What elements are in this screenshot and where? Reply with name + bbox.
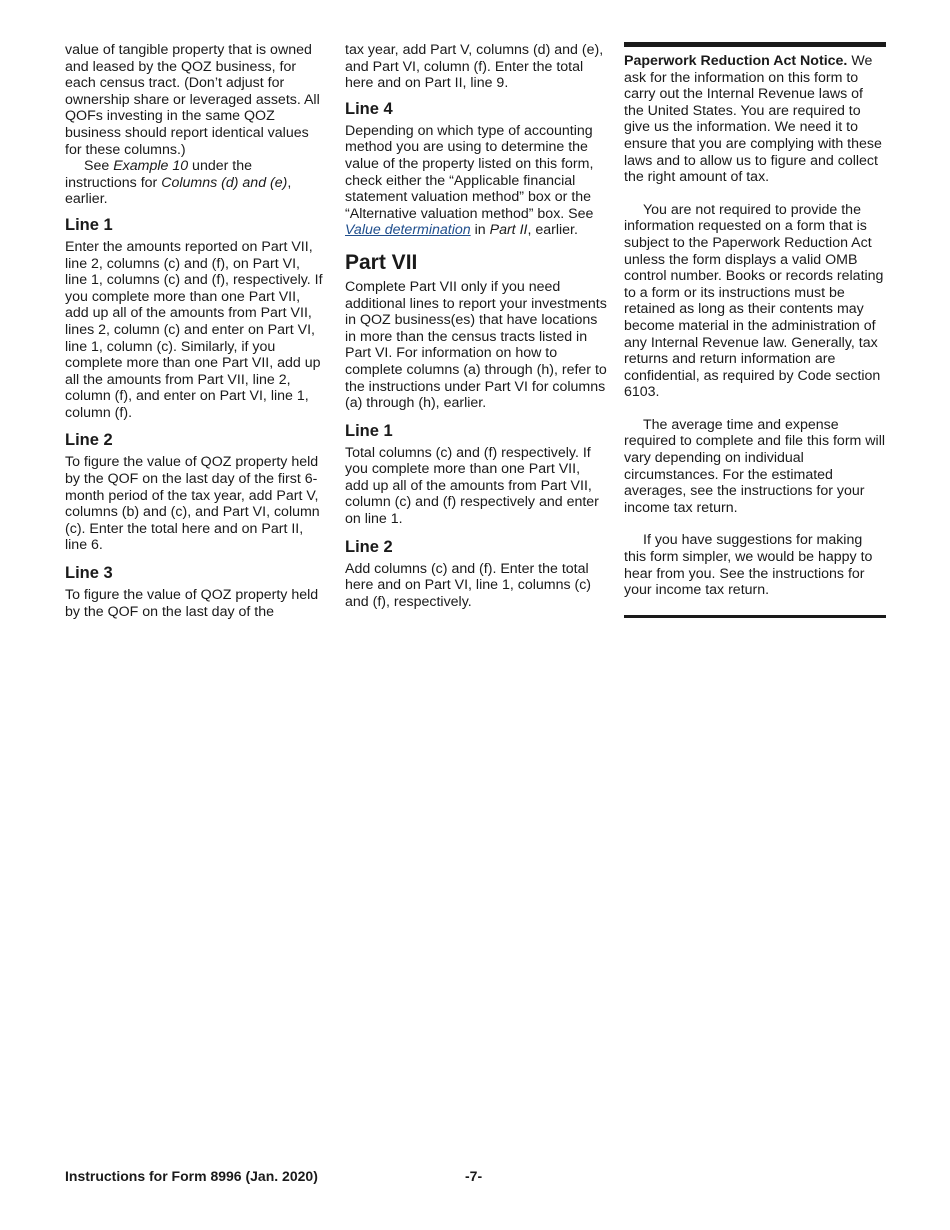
notice-paragraph-3: The average time and expense required to complete and file this form will vary depending on individual circumstances. For the estimated averages, see the instructions for your income tax return. — [624, 416, 886, 516]
line3-heading: Line 3 — [65, 564, 113, 583]
footer-title: Instructions for Form 8996 (Jan. 2020) — [65, 1168, 318, 1184]
part7-line2-heading: Line 2 — [345, 537, 393, 556]
part7-line2-paragraph: Add columns (c) and (f). Enter the total here and on Part VI, line 1, columns (c) and (f), respectively. — [345, 560, 592, 610]
example-reference: Example 10 — [113, 158, 189, 175]
column-right — [624, 42, 886, 618]
columns-reference: Columns (d) and (e) — [161, 174, 288, 191]
notice-paragraph-2: You are not required to provide the information requested on a form that is subject to the Paperwork Reduction Act unless the form displays a valid OMB control number. Books or records relating to a form or its instructions must be retained as long as their contents may become material in the administration of any Internal Revenue law. Generally, tax returns and return information are confidential, as required by Code section 6103. — [624, 201, 884, 401]
part7-line1-paragraph: Total columns (c) and (f) respectively. If you complete more than one Part VII, add up all of the amounts from Part VII, column (c) and (f) respectively and enter on line 1. — [345, 444, 599, 528]
line3-continuation: tax year, add Part V, columns (d) and (e), and Part VI, column (f). Enter the total here and on Part II, line 9. — [345, 42, 604, 92]
paperwork-notice-box — [624, 42, 886, 618]
line2-heading: Line 2 — [65, 431, 113, 450]
notice-title: Paperwork Reduction Act Notice. — [624, 53, 848, 69]
value-determination-link[interactable]: Value determination — [345, 222, 471, 239]
part7-paragraph: Complete Part VII only if you need additional lines to report your investments in QOZ business(es) that have locations in more than the census tracts listed in Part VI. For information on how to complete columns (a) through (h), refer to the instructions under Part VI for columns (a) through (h), earlier. — [345, 278, 607, 412]
column-middle — [345, 42, 607, 610]
part7-line1-heading: Line 1 — [345, 421, 393, 440]
line1-heading: Line 1 — [65, 215, 113, 234]
intro-paragraph: value of tangible property that is owned and leased by the QOZ business, for each census tract. (Don’t adjust for ownership share or leveraged assets. All QOFs investing in the same QOZ business should report identical values for these columns.) — [65, 42, 320, 158]
line4-heading: Line 4 — [345, 99, 393, 118]
see-example-paragraph: See Example 10 under the instructions for Columns (d) and (e), earlier. — [65, 158, 292, 208]
line2-paragraph: To figure the value of QOZ property held by the QOF on the last day of the first 6-month period of the tax year, add Part V, columns (b) and (c), and Part VI, column (c). Enter the total here and on Part II, line 6. — [65, 454, 320, 554]
part2-reference: Part II — [489, 222, 528, 239]
page-number: -7- — [465, 1168, 483, 1184]
notice-paragraph-4: If you have suggestions for making this form simpler, we would be happy to hear from you. See the instructions for your income tax return. — [624, 532, 873, 599]
part7-heading: Part VII — [345, 250, 418, 274]
column-left — [65, 42, 325, 620]
line4-paragraph: Depending on which type of accounting method you are using to determine the value of the property listed on this form, check either the “Applicable financial statement valuation method” box or the “Alternative valuation method” box. See Value determination in Part II, earlier. — [345, 122, 594, 239]
notice-paragraph-1: Paperwork Reduction Act Notice. We ask for the information on this form to carry out the Internal Revenue laws of the United States. You are required to give us the information. We need it to ensure that you are complying with these laws and to allow us to figure and collect the right amount of tax. — [624, 53, 882, 186]
line3-paragraph: To figure the value of QOZ property held by the QOF on the last day of the — [65, 587, 319, 620]
line1-paragraph: Enter the amounts reported on Part VII, line 2, columns (c) and (f), on Part VI, line 1, columns (c) and (f), respectively. If you complete more than one Part VII, add up all of the amounts from Part VII, lines 2, column (c) and enter on Part VI, line 1, column (c). Similarly, if you complete more than one Part VII, add up all the amounts from Part VII, line 2, column (f), and enter on Part VI, line 1, column (f). — [65, 238, 323, 421]
